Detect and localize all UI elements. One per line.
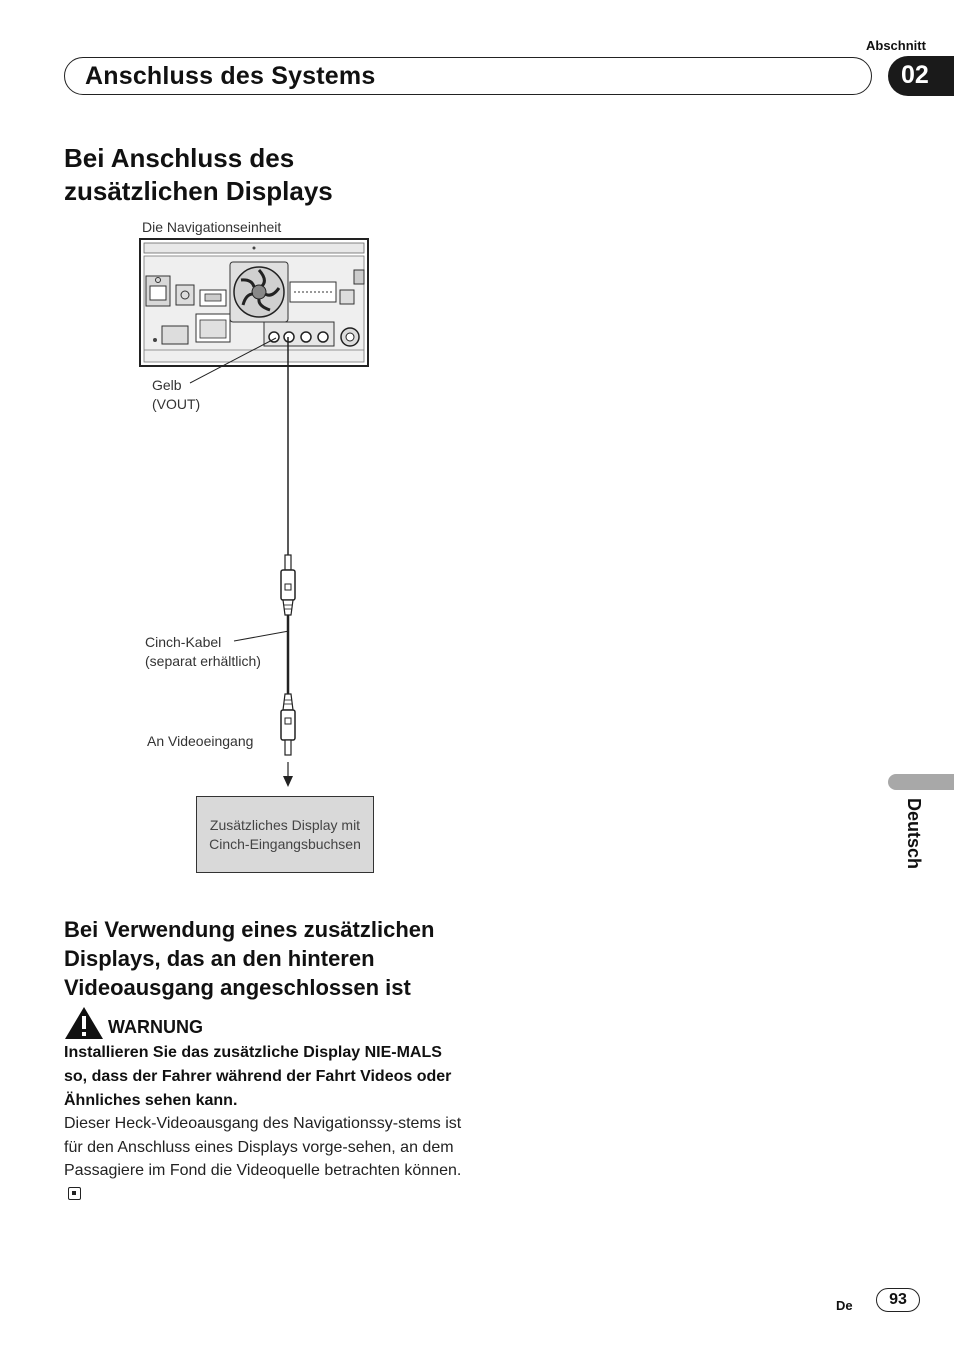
language-tab [888,774,954,790]
rca-plug-top [281,555,295,615]
cable-label-line1: Cinch-Kabel [145,634,222,650]
section-label: Abschnitt [866,38,926,53]
navigation-unit-illustration [140,239,368,366]
warning-body [64,1112,464,1206]
additional-display-box [196,796,374,873]
page-title: Anschluss des Systems [85,62,376,90]
display-label-line1: Zusätzliches Display mit [209,817,361,833]
end-of-section-icon [68,1187,81,1200]
navigation-unit-label: Die Navigationseinheit [142,219,282,235]
display-label-line2: Cinch-Eingangsbuchsen [209,836,361,852]
main-heading: Bei Anschluss des zusätzlichen Displays [64,143,333,206]
yellow-label-line1: Gelb [152,377,182,393]
rca-plug-bottom [281,694,295,755]
section-number: 02 [901,61,929,89]
warning-title: WARNUNG [108,1017,203,1037]
warning-triangle-icon [64,1006,104,1040]
footer-lang-code: De [836,1298,853,1313]
warning-bold-text: Installieren Sie das zusätzliche Display NIE-MALS so, dass der Fahrer während der Fahrt Videos oder Ähnliches sehen kann. [64,1044,452,1109]
language-label: Deutsch [904,798,924,870]
warning-body-text: Dieser Heck-Videoausgang des Navigationssy-stems ist für den Anschluss eines Displays vorge-sehen, an dem Passagiere im Fond die Videoquelle betrachten können. [64,1115,462,1179]
yellow-label-line2: (VOUT) [152,396,201,412]
cable-label-line2: (separat erhältlich) [145,653,261,669]
video-input-label: An Videoeingang [147,733,254,749]
page-number: 93 [876,1288,920,1312]
cable-leader-line [234,631,289,641]
sub-heading: Bei Verwendung eines zusätzlichen Displays, das an den hinteren Videoausgang angeschlossen ist [64,917,435,1000]
arrow-down-icon [283,776,293,787]
